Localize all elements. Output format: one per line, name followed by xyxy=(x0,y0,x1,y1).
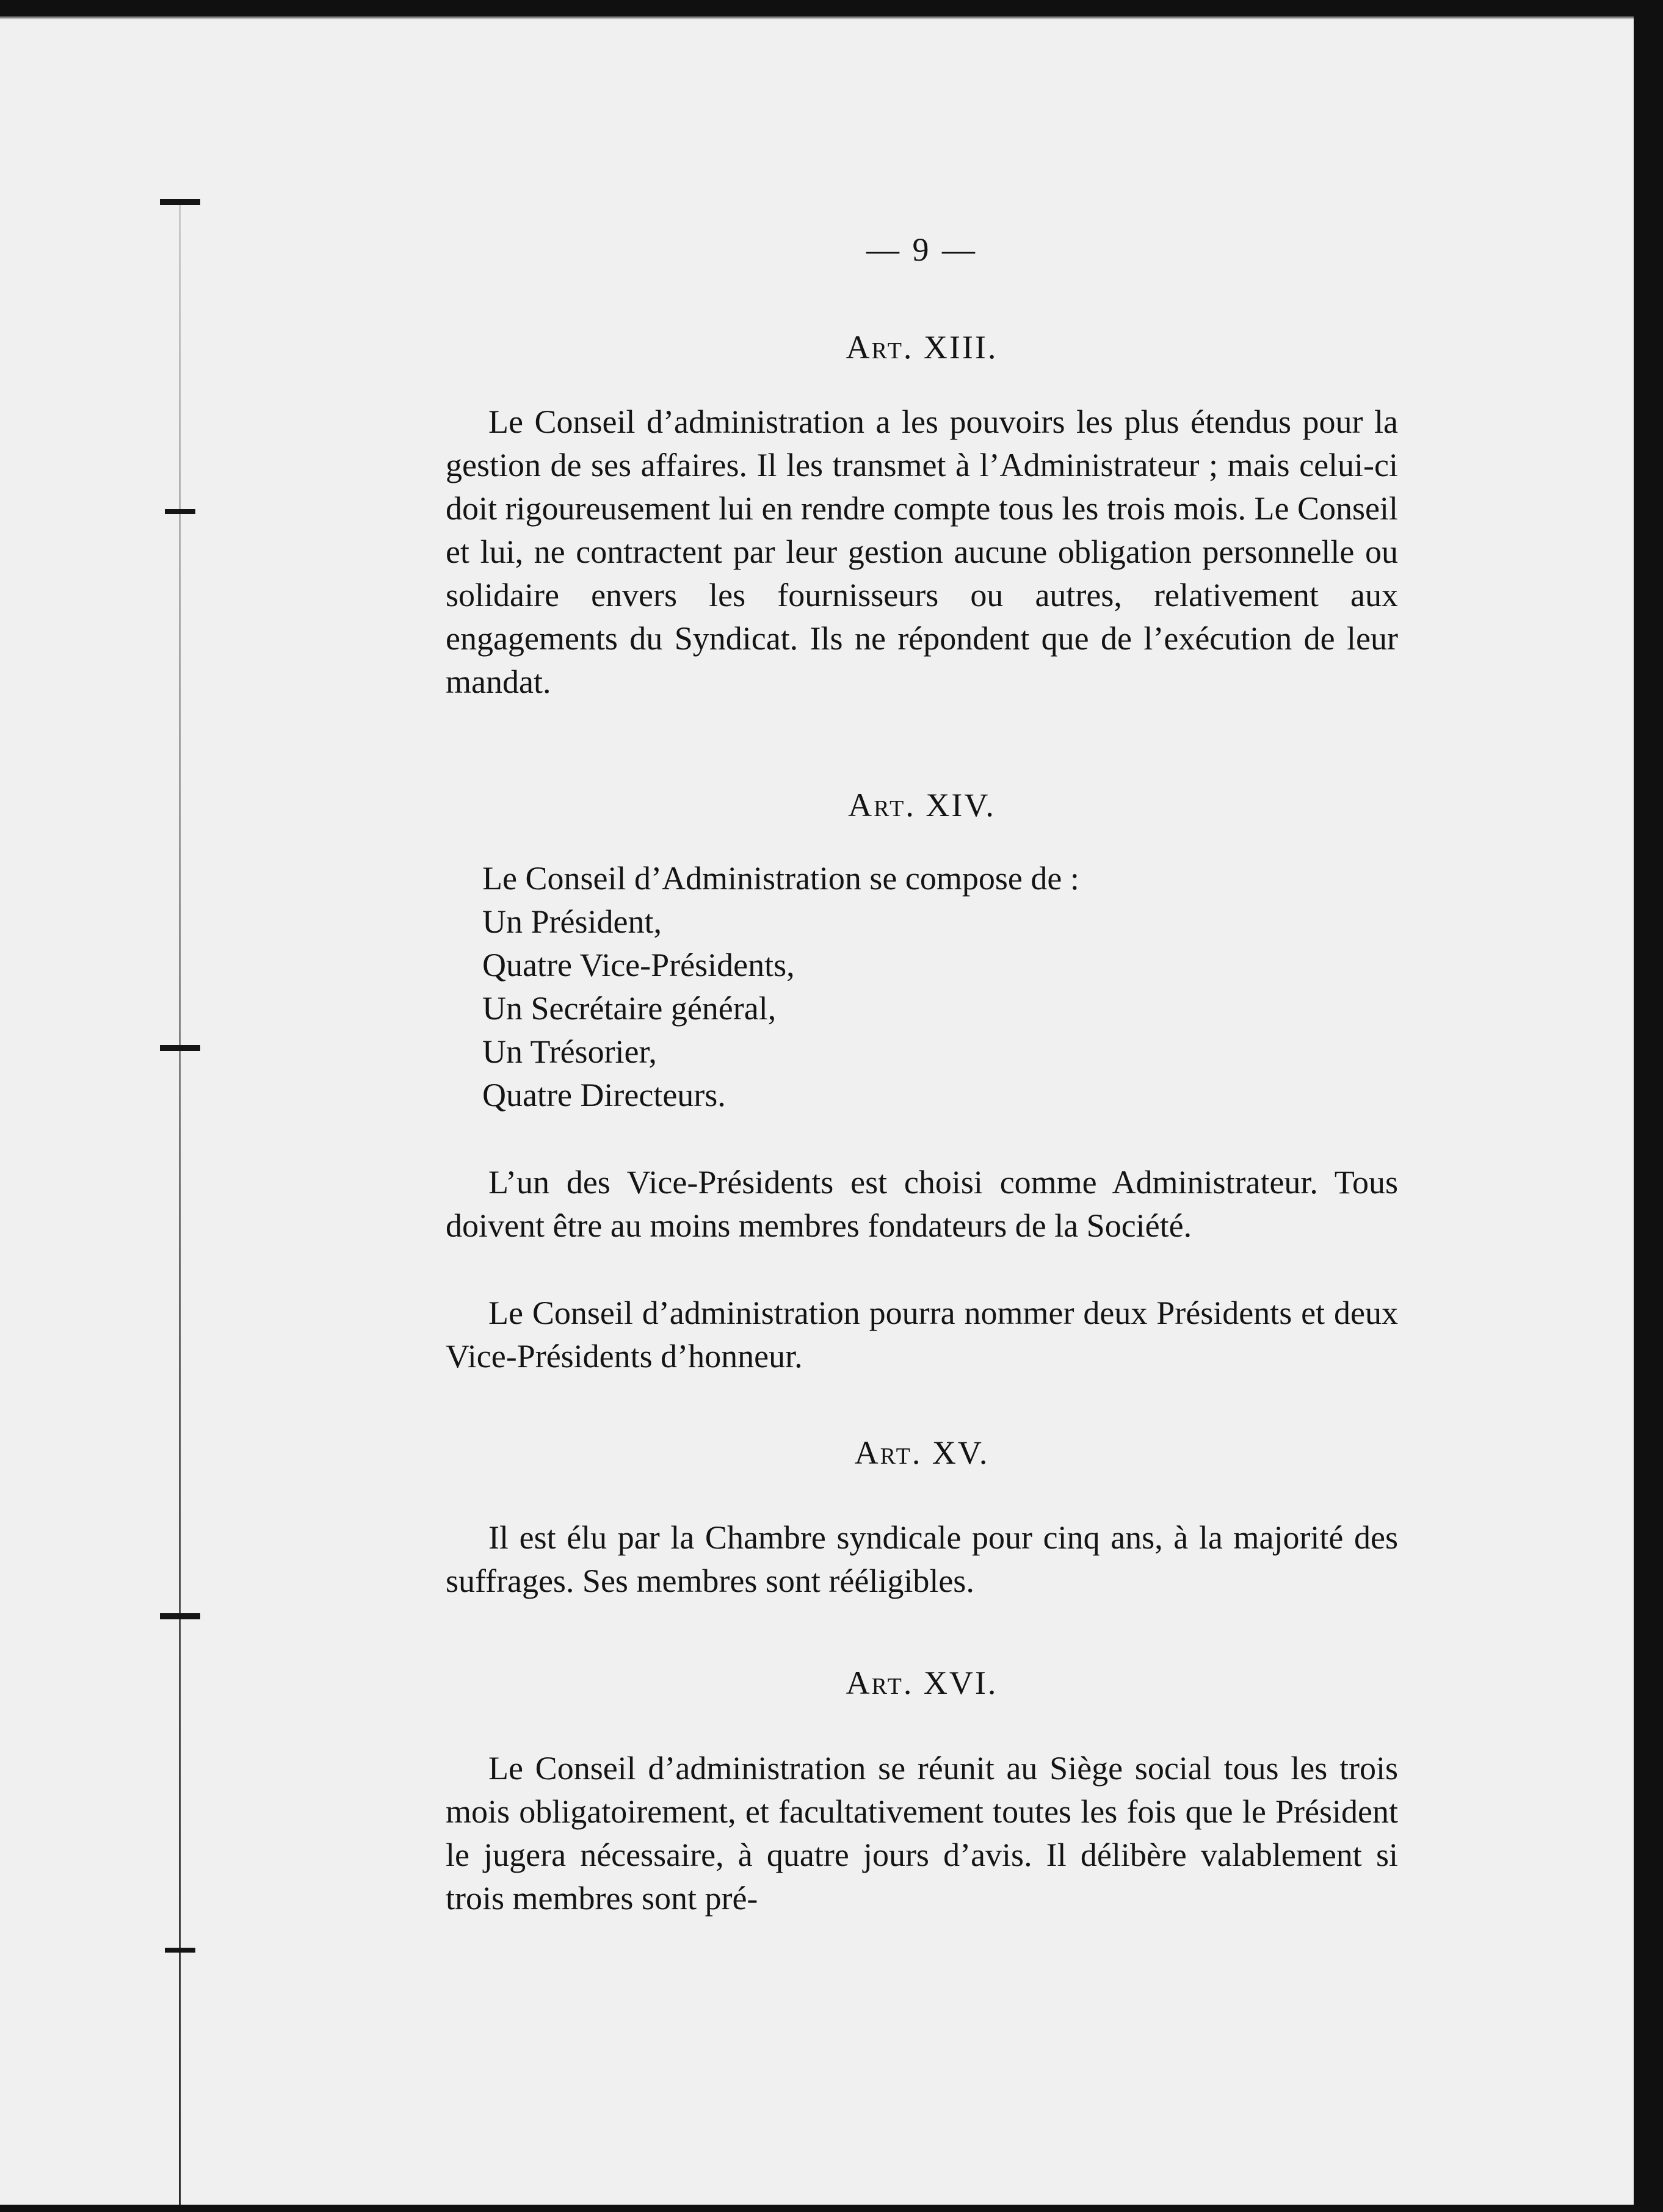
composition-list xyxy=(482,857,1386,1117)
scanned-page xyxy=(0,16,1634,2205)
page-number: — 9 — xyxy=(866,231,977,268)
binding-tick xyxy=(160,1045,200,1051)
binding-tick xyxy=(165,509,195,514)
list-item: Un Président, xyxy=(482,903,662,940)
article-heading: Art. XIII. xyxy=(846,329,998,366)
article-heading: Art. XVI. xyxy=(846,1664,998,1701)
binding-tick xyxy=(160,1613,200,1619)
article-paragraph: Le Conseil d’administration pourra nommer deux Présidents et deux Vice-Présidents d’honneur. xyxy=(446,1295,1398,1375)
list-item: Le Conseil d’Administration se compose de : xyxy=(482,860,1079,897)
binding-rule xyxy=(179,199,181,2205)
article-paragraph: L’un des Vice-Présidents est choisi comme Administrateur. Tous doivent être au moins membres fondateurs de la Société. xyxy=(446,1164,1398,1244)
binding-tick xyxy=(165,1948,195,1953)
article-heading: Art. XIV. xyxy=(848,787,996,823)
article-paragraph: Le Conseil d’administration se réunit au Siège social tous les trois mois obligatoirement, et facultativement toutes les fois que le Président le jugera nécessaire, à quatre jours d’avis. Il délibère valablement si trois membres sont pré- xyxy=(446,1750,1398,1917)
article-paragraph: Il est élu par la Chambre syndicale pour cinq ans, à la majorité des suffrages. Ses membres sont rééligibles. xyxy=(446,1519,1398,1599)
list-item: Un Trésorier, xyxy=(482,1033,657,1070)
list-item: Quatre Vice-Présidents, xyxy=(482,947,795,983)
list-item: Un Secrétaire général, xyxy=(482,990,777,1027)
article-paragraph: Le Conseil d’administration a les pouvoirs les plus étendus pour la gestion de ses affaires. Il les transmet à l’Administrateur ; mais celui-ci doit rigoureusement lui en rendre compte tous les trois mois. Le Conseil et lui, ne contractent par leur gestion aucune obligation personnelle ou solidaire envers les fournisseurs ou autres, relativement aux engagements du Syndicat. Ils ne répondent que de l’exécution de leur mandat. xyxy=(446,403,1398,700)
page-top-edge xyxy=(0,16,1634,20)
article-heading: Art. XV. xyxy=(854,1434,990,1471)
binding-tick xyxy=(160,199,200,205)
list-item: Quatre Directeurs. xyxy=(482,1077,726,1113)
